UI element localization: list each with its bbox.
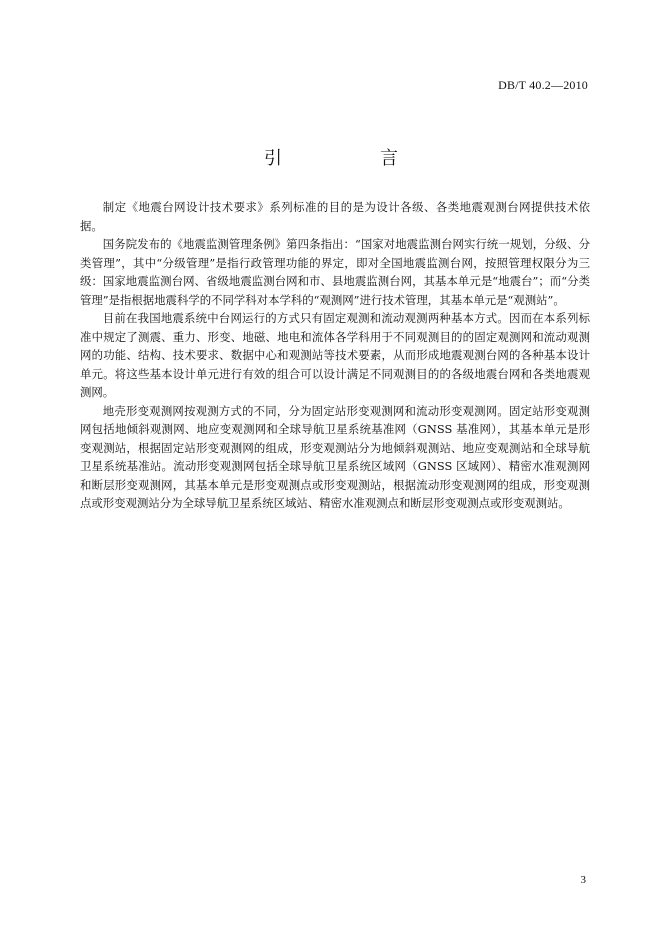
paragraph-operation-modes: 目前在我国地震系统中台网运行的方式只有固定观测和流动观测两种基本方式。因而在本系列标准中规定了测震、重力、形变、地磁、地电和流体各学科用于不同观测目的的固定观测网和流动观测网的功能、结构、技术要求、数据中心和观测站等技术要素，从而形成地震观测台网的各种基本设计单元。将这些基本设计单元进行有效的组合可以设计满足不同观测目的的各级地震台网和各类地震观测网。 (80, 311, 590, 399)
paragraph-deformation-network: 地壳形变观测网按观测方式的不同，分为固定站形变观测网和流动形变观测网。固定站形变观测网包括地倾斜观测网、地应变观测网和全球导航卫星系统基准网（GNSS 基准网），其基本单元是形变观测站，根据固定站形变观测网的组成，形变观测站分为地倾斜观测站、地应变观测站和全球导航卫星系统基准站。流动形变观测网包括全球导航卫星系统区域网（GNSS 区域网）、精密水准观测网和断层形变观测网，其基本单元是形变观测点或形变观测站，根据流动形变观测网的组成，形变观测点或形变观测站分为全球导航卫星系统区域站、精密水准观测点和断层形变观测点或形变观测站。 (80, 403, 590, 510)
page-title: 引 言 (264, 148, 438, 169)
paragraph-regulation: 国务院发布的《地震监测管理条例》第四条指出：“国家对地震监测台网实行统一规划，分级、分类管理”，其中“分级管理”是指行政管理功能的界定，即对全国地震监测台网，按照管理权限分为三级：国家地震监测台网、省级地震监测台网和市、县地震监测台网，其基本单元是“地震台”；而“分类管理”是指根据地震科学的不同学科对本学科的“观测网”进行技术管理，其基本单元是“观测站”。 (80, 237, 590, 307)
standard-code: DB/T 40.2—2010 (498, 78, 588, 92)
body-text (80, 198, 590, 513)
page-number: 3 (580, 874, 586, 886)
paragraph-purpose: 制定《地震台网设计技术要求》系列标准的目的是为设计各级、各类地震观测台网提供技术依据。 (80, 200, 590, 233)
